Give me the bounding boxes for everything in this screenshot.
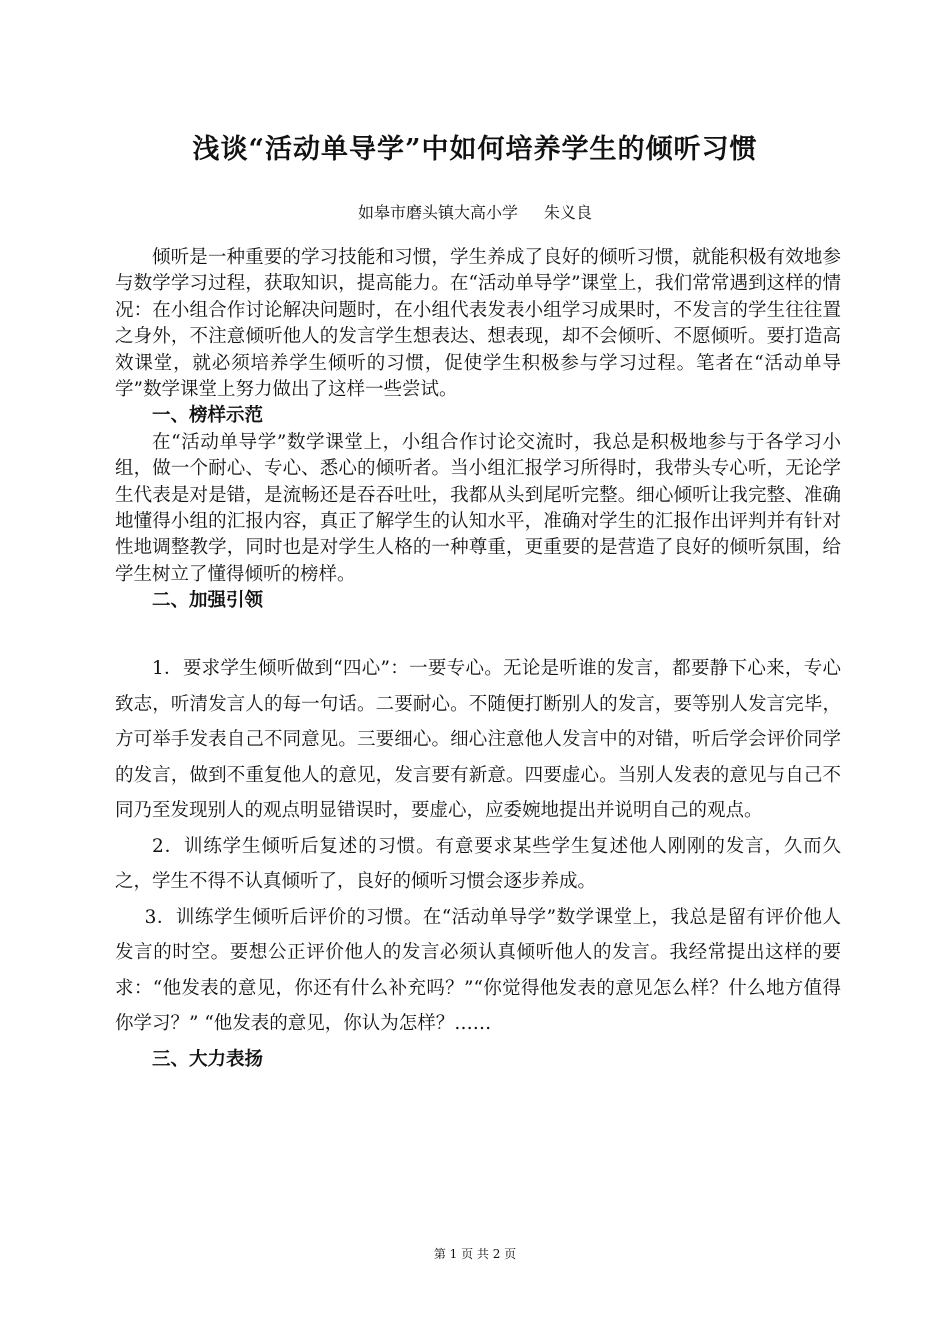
body-top — [115, 245, 841, 615]
author-name: 朱义良 — [544, 203, 593, 222]
document-title: 浅谈“活动单导学”中如何培养学生的倾听习惯 — [192, 134, 758, 165]
intro-paragraph: 倾听是一种重要的学习技能和习惯，学生养成了良好的倾听习惯，就能积极有效地参与数学学习过程，获取知识，提高能力。在“活动单导学”课堂上，我们常常遇到这样的情况：在小组合作讨论解决问题时，在小组代表发表小组学习成果时，不发言的学生往往置之身外，不注意倾听他人的发言学生想表达、想表现，却不会倾听、不愿倾听。要打造高效课堂，就必须培养学生倾听的习惯，促使学生积极参与学习过程。笔者在“活动单导学”数学课堂上努力做出了这样一些尝试。 — [115, 247, 841, 401]
section-2-item-3: 3．训练学生倾听后评价的习惯。在“活动单导学”数学课堂上，我总是留有评价他人发言的时空。要想公正评价他人的发言必须认真倾听他人的发言。我经常提出这样的要求：“他发表的意见，你还有什么补充吗？”“你觉得他发表的意见怎么样？什么地方值得你学习？” “他发表的意见，你认为怎样？…… — [115, 906, 841, 1034]
page-footer: 第 1 页 共 2 页 — [433, 1247, 517, 1261]
section-heading-2: 二、加强引领 — [152, 590, 264, 612]
section-heading-3: 三、大力表扬 — [152, 1048, 264, 1070]
body-bottom — [115, 651, 841, 1077]
section-heading-1: 一、榜样示范 — [152, 405, 264, 427]
school-name: 如皋市磨头镇大高小学 — [357, 203, 518, 222]
byline — [0, 201, 950, 225]
section-2-item-2: 2．训练学生倾听后复述的习惯。有意要求某些学生复述他人刚刚的发言，久而久之，学生不得不认真倾听了，良好的倾听习惯会逐步养成。 — [115, 835, 841, 892]
section-2-item-1: 1．要求学生倾听做到“四心”：一要专心。无论是听谁的发言，都要静下心来，专心致志，听清发言人的每一句话。二要耐心。不随便打断别人的发言，要等别人发言完毕，方可举手发表自己不同意见。三要细心。细心注意他人发言中的对错，听后学会评价同学的发言，做到不重复他人的意见，发言要有新意。四要虚心。当别人发表的意见与自己不同乃至发现别人的观点明显错误时，要虚心，应委婉地提出并说明自己的观点。 — [115, 658, 841, 821]
section-1-paragraph: 在“活动单导学”数学课堂上，小组合作讨论交流时，我总是积极地参与于各学习小组，做一个耐心、专心、悉心的倾听者。当小组汇报学习所得时，我带头专心听，无论学生代表是对是错，是流畅还是吞吞吐吐，我都从头到尾听完整。细心倾听让我完整、准确地懂得小组的汇报内容，真正了解学生的认知水平，准确对学生的汇报作出评判并有针对性地调整教学，同时也是对学生人格的一种尊重，更重要的是营造了良好的倾听氛围，给学生树立了懂得倾听的榜样。 — [115, 431, 841, 585]
